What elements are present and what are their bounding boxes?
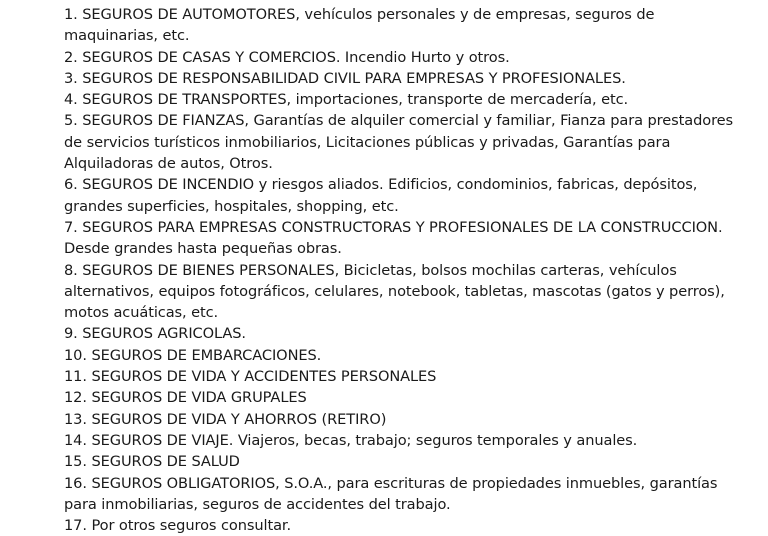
list-item: 9. SEGUROS AGRICOLAS.	[64, 325, 246, 343]
list-item: 5. SEGUROS DE FIANZAS, Garantías de alquiler comercial y familiar, Fianza para prestadores de servicios turísticos inmobiliarios, Licitaciones públicas y privadas, Garantías para Alquiladoras de autos, Otros.	[64, 112, 734, 173]
list-item: 8. SEGUROS DE BIENES PERSONALES, Bicicletas, bolsos mochilas carteras, vehículos alternativos, equipos fotográficos, celulares, notebook, tabletas, mascotas (gatos y perros), motos acuáticas, etc.	[64, 261, 725, 322]
list-item: 10. SEGUROS DE EMBARCACIONES.	[64, 346, 322, 364]
list-item: 14. SEGUROS DE VIAJE. Viajeros, becas, trabajo; seguros temporales y anuales.	[64, 431, 638, 449]
list-item: 6. SEGUROS DE INCENDIO y riesgos aliados. Edificios, condominios, fabricas, depósitos, grandes superficies, hospitales, shopping, etc.	[64, 176, 698, 215]
list-item: 15. SEGUROS DE SALUD	[64, 453, 240, 471]
list-item: 3. SEGUROS DE RESPONSABILIDAD CIVIL PARA EMPRESAS Y PROFESIONALES.	[64, 69, 626, 87]
list-item: 1. SEGUROS DE AUTOMOTORES, vehículos personales y de empresas, seguros de maquinarias, etc.	[64, 6, 655, 45]
list-item: 13. SEGUROS DE VIDA Y AHORROS (RETIRO)	[64, 410, 387, 428]
list-item: 12. SEGUROS DE VIDA GRUPALES	[64, 389, 307, 407]
insurance-list	[64, 4, 744, 536]
list-item: 4. SEGUROS DE TRANSPORTES, importaciones, transporte de mercadería, etc.	[64, 91, 629, 109]
list-item: 7. SEGUROS PARA EMPRESAS CONSTRUCTORAS Y PROFESIONALES DE LA CONSTRUCCION. Desde grandes hasta pequeñas obras.	[64, 218, 723, 258]
list-item: 2. SEGUROS DE CASAS Y COMERCIOS. Incendio Hurto y otros.	[64, 48, 510, 66]
list-item: 16. SEGUROS OBLIGATORIOS, S.O.A., para escrituras de propiedades inmuebles, garantías para inmobiliarias, seguros de accidentes del trabajo.	[64, 474, 718, 513]
list-item: 17. Por otros seguros consultar.	[64, 517, 292, 535]
list-item: 11. SEGUROS DE VIDA Y ACCIDENTES PERSONALES	[64, 368, 437, 386]
